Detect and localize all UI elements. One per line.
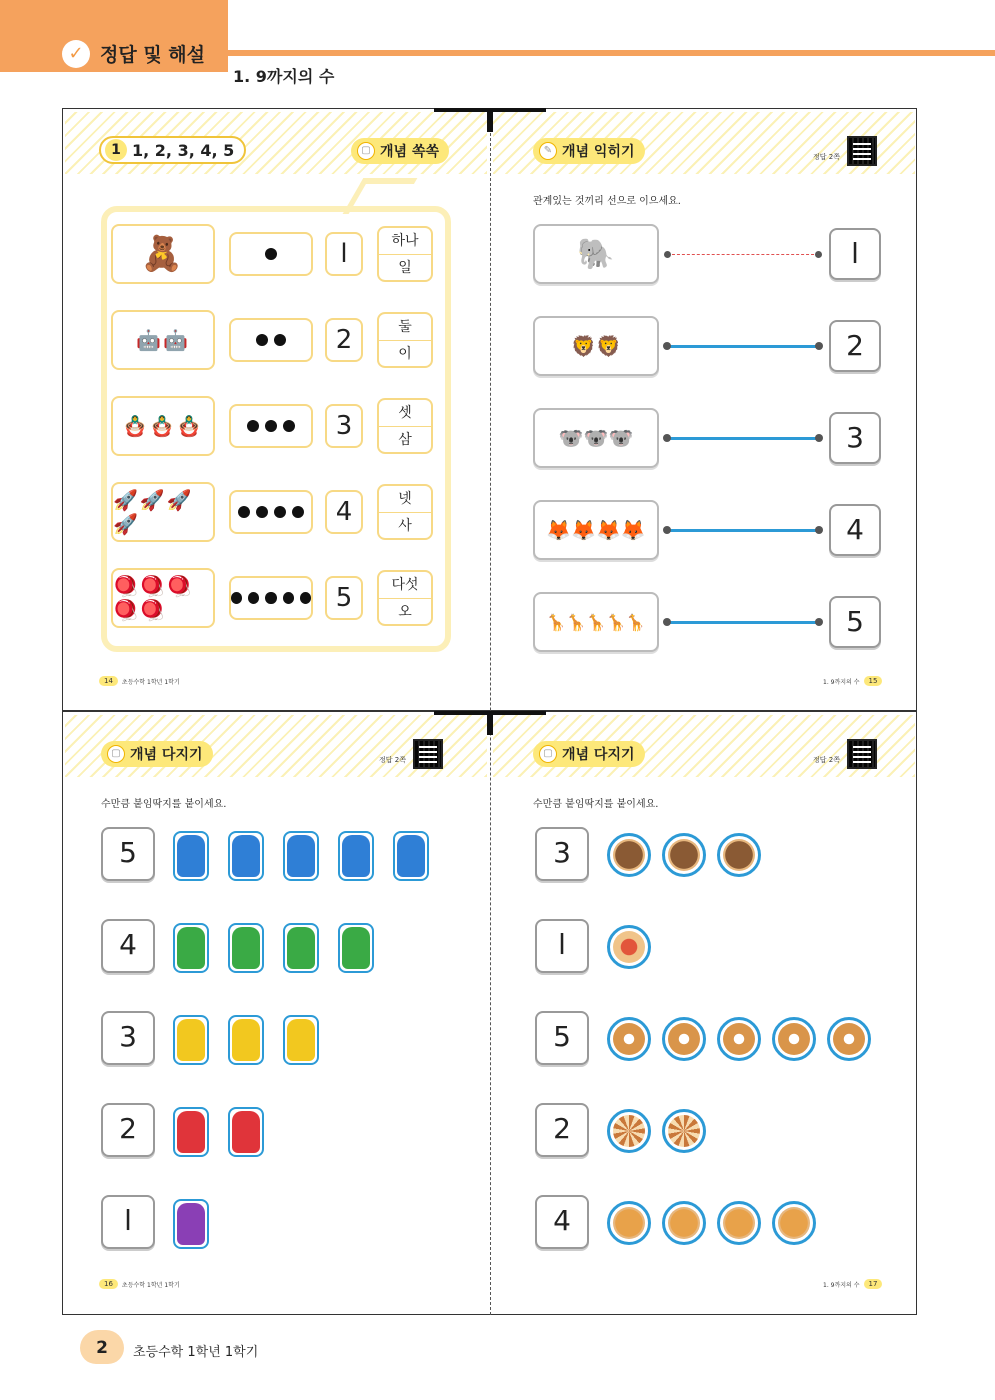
animal-lion-icon: 🦁🦁	[571, 334, 621, 358]
gummy-bear-sticker	[228, 831, 264, 881]
numeral-box: l	[535, 919, 589, 973]
concept-pill	[351, 138, 449, 164]
numeral-box: l	[325, 232, 363, 276]
gummy-bear-icon	[397, 835, 425, 877]
gummy-bear-icon	[232, 1111, 260, 1153]
numeral-box: 2	[101, 1103, 155, 1157]
swirl-cookie-icon	[668, 1115, 700, 1147]
footer-page-number: 17	[864, 1279, 883, 1289]
box-icon: ▢	[539, 745, 557, 763]
gummy-bear-sticker	[173, 923, 209, 973]
dot	[238, 506, 250, 518]
section-title: 1, 2, 3, 4, 5	[132, 140, 235, 160]
numeral-box: 5	[535, 1011, 589, 1065]
answer-line	[667, 621, 819, 624]
chocolate-chip-cookie-icon	[613, 839, 645, 871]
gummy-bear-icon	[232, 1019, 260, 1061]
numeral-box: 5	[101, 827, 155, 881]
numeral-box: 4	[829, 504, 881, 556]
dot	[300, 592, 311, 604]
concept-label: 개념 다지기	[562, 747, 635, 763]
page-16	[63, 713, 489, 1313]
toy-doll-icon: 🪆🪆🪆	[122, 414, 204, 438]
daisy-cookie-icon	[613, 1207, 645, 1239]
gummy-bear-icon	[177, 1111, 205, 1153]
footer-book: 1. 9까지의 수	[823, 678, 860, 686]
sino-korean-number: 이	[379, 340, 431, 366]
dot	[231, 592, 242, 604]
ring-cookie-sticker	[717, 1017, 761, 1061]
animal-picture-box	[533, 316, 659, 376]
animal-giraffe-icon: 🦒🦒🦒🦒🦒	[546, 612, 646, 632]
concept-label: 개념 쏙쏙	[380, 144, 439, 160]
daisy-cookie-icon	[778, 1207, 810, 1239]
dot-box	[229, 404, 313, 448]
animal-elephant-icon: 🐘	[577, 236, 615, 272]
korean-name-box	[377, 484, 433, 540]
daisy-cookie-sticker	[772, 1201, 816, 1245]
numeral-box: 4	[325, 490, 363, 534]
animal-koala-icon: 🐨🐨🐨	[558, 426, 634, 450]
swirl-cookie-icon	[613, 1115, 645, 1147]
ring-cookie-icon	[778, 1023, 810, 1055]
answer-line	[667, 345, 819, 348]
dot	[265, 420, 277, 432]
footer-page-number: 14	[99, 676, 118, 686]
animal-picture-box	[533, 592, 659, 652]
dot	[292, 506, 304, 518]
check-icon: ✓	[62, 40, 90, 68]
daisy-cookie-sticker	[607, 1201, 651, 1245]
dot	[283, 592, 294, 604]
dot-box	[229, 232, 313, 276]
gummy-bear-icon	[287, 927, 315, 969]
gummy-bear-icon	[342, 927, 370, 969]
concept-label: 개념 다지기	[130, 747, 203, 763]
numeral-box: 2	[325, 318, 363, 362]
gummy-bear-sticker	[393, 831, 429, 881]
page-footer	[99, 676, 180, 686]
page-title: 정답 및 해설	[100, 44, 205, 66]
gummy-bear-sticker	[228, 1015, 264, 1065]
gummy-bear-sticker	[283, 831, 319, 881]
dot	[274, 334, 286, 346]
footer-book: 1. 9까지의 수	[823, 1281, 860, 1289]
ring-cookie-sticker	[827, 1017, 871, 1061]
footer-book: 초등수학 1학년 1학기	[121, 1281, 180, 1289]
page-15	[491, 110, 917, 710]
ring-cookie-icon	[723, 1023, 755, 1055]
picture-box	[111, 568, 215, 628]
qr-label: 정답 2쪽	[379, 756, 406, 764]
picture-box	[111, 310, 215, 370]
numeral-box: l	[829, 228, 881, 280]
animal-picture-box	[533, 408, 659, 468]
gummy-bear-icon	[232, 835, 260, 877]
picture-box	[111, 482, 215, 542]
qr-code-icon	[413, 739, 443, 769]
numeral-box: 3	[101, 1011, 155, 1065]
header-rule	[228, 50, 995, 56]
gummy-bear-sticker	[173, 1107, 209, 1157]
dot	[248, 592, 259, 604]
qr-code-icon	[847, 739, 877, 769]
numeral-box: 4	[535, 1195, 589, 1249]
page-number-badge: 2	[80, 1330, 124, 1364]
page-footer	[823, 1279, 882, 1289]
animal-fox-icon: 🦊🦊🦊🦊	[546, 518, 646, 542]
ring-cookie-sticker	[662, 1017, 706, 1061]
native-korean-number: 넷	[398, 491, 412, 507]
gummy-bear-sticker	[173, 1199, 209, 1249]
gummy-bear-icon	[177, 1019, 205, 1061]
gummy-bear-icon	[177, 927, 205, 969]
book-title: 초등수학 1학년 1학기	[133, 1345, 259, 1360]
gummy-bear-sticker	[173, 831, 209, 881]
concept-pill	[533, 741, 645, 767]
book-icon: ▢	[357, 142, 375, 160]
gummy-bear-sticker	[338, 831, 374, 881]
dot	[283, 420, 295, 432]
numeral-box: 4	[101, 919, 155, 973]
gummy-bear-sticker	[173, 1015, 209, 1065]
animal-picture-box	[533, 224, 659, 284]
chocolate-chip-cookie-icon	[723, 839, 755, 871]
dot-box	[229, 490, 313, 534]
sino-korean-number: 오	[379, 598, 431, 624]
ring-cookie-icon	[833, 1023, 865, 1055]
picture-box	[111, 224, 215, 284]
numeral-box: 3	[535, 827, 589, 881]
concept-pill	[533, 138, 645, 164]
section-pill	[99, 136, 246, 164]
qr-code-icon	[847, 136, 877, 166]
native-korean-number: 하나	[391, 233, 419, 249]
instruction: 관계있는 것끼리 선으로 이으세요.	[533, 196, 681, 207]
toy-rocket-icon: 🚀🚀🚀🚀	[113, 488, 194, 536]
gummy-bear-icon	[177, 835, 205, 877]
concept-pill	[101, 741, 213, 767]
sino-korean-number: 사	[379, 512, 431, 538]
gummy-bear-sticker	[283, 1015, 319, 1065]
toy-spinning-top-icon: 🪀🪀🪀🪀🪀	[113, 574, 194, 622]
pencil-icon: ✎	[539, 142, 557, 160]
numeral-box: l	[101, 1195, 155, 1249]
chocolate-chip-cookie-sticker	[662, 833, 706, 877]
footer-page-number: 16	[99, 1279, 118, 1289]
chocolate-chip-cookie-sticker	[607, 833, 651, 877]
box-icon: ▢	[107, 745, 125, 763]
gummy-bear-icon	[287, 1019, 315, 1061]
dot	[256, 334, 268, 346]
daisy-cookie-icon	[668, 1207, 700, 1239]
numeral-box: 5	[829, 596, 881, 648]
instruction: 수만큼 붙임딱지를 붙이세요.	[533, 799, 659, 810]
qr-label: 정답 2쪽	[813, 756, 840, 764]
sino-korean-number: 삼	[379, 426, 431, 452]
dot	[247, 420, 259, 432]
daisy-cookie-sticker	[662, 1201, 706, 1245]
answer-line	[667, 529, 819, 532]
native-korean-number: 다섯	[391, 577, 419, 593]
numeral-box: 2	[535, 1103, 589, 1157]
page-17	[491, 713, 917, 1313]
gummy-bear-sticker	[228, 1107, 264, 1157]
chocolate-chip-cookie-sticker	[717, 833, 761, 877]
ring-cookie-sticker	[772, 1017, 816, 1061]
numeral-box: 3	[325, 404, 363, 448]
daisy-cookie-sticker	[717, 1201, 761, 1245]
gummy-bear-sticker	[283, 923, 319, 973]
picture-box	[111, 396, 215, 456]
numeral-box: 2	[829, 320, 881, 372]
dot	[256, 506, 268, 518]
qr-label: 정답 2쪽	[813, 153, 840, 161]
swirl-cookie-sticker	[607, 1109, 651, 1153]
instruction: 수만큼 붙임딱지를 붙이세요.	[101, 799, 227, 810]
swirl-cookie-sticker	[662, 1109, 706, 1153]
animal-picture-box	[533, 500, 659, 560]
gummy-bear-icon	[177, 1203, 205, 1245]
native-korean-number: 셋	[398, 405, 412, 421]
ring-cookie-icon	[613, 1023, 645, 1055]
footer-book: 초등수학 1학년 1학기	[121, 678, 180, 686]
footer-page-number: 15	[864, 676, 883, 686]
toy-robot-icon: 🤖🤖	[136, 328, 190, 352]
answer-line	[667, 437, 819, 440]
page-footer	[823, 676, 882, 686]
korean-name-box	[377, 570, 433, 626]
dot-box	[229, 318, 313, 362]
flower-cookie-sticker	[607, 925, 651, 969]
section-number: 1	[105, 139, 127, 161]
chocolate-chip-cookie-icon	[668, 839, 700, 871]
native-korean-number: 둘	[398, 319, 412, 335]
ring-cookie-sticker	[607, 1017, 651, 1061]
korean-name-box	[377, 226, 433, 282]
concept-label: 개념 익히기	[562, 144, 635, 160]
gummy-bear-sticker	[228, 923, 264, 973]
flower-cookie-icon	[613, 931, 645, 963]
daisy-cookie-icon	[723, 1207, 755, 1239]
numeral-box: 5	[325, 576, 363, 620]
dot-box	[229, 576, 313, 620]
dot	[274, 506, 286, 518]
gummy-bear-icon	[232, 927, 260, 969]
dot	[265, 248, 277, 260]
numeral-box: 3	[829, 412, 881, 464]
page-14	[63, 110, 489, 710]
gummy-bear-sticker	[338, 923, 374, 973]
korean-name-box	[377, 312, 433, 368]
page-footer	[99, 1279, 180, 1289]
gummy-bear-icon	[342, 835, 370, 877]
toy-teddy-bear-icon: 🧸	[140, 234, 186, 274]
dot	[265, 592, 276, 604]
korean-name-box	[377, 398, 433, 454]
chapter-title: 1. 9까지의 수	[233, 67, 335, 86]
answer-line	[667, 254, 819, 255]
ring-cookie-icon	[668, 1023, 700, 1055]
sino-korean-number: 일	[379, 254, 431, 280]
gummy-bear-icon	[287, 835, 315, 877]
